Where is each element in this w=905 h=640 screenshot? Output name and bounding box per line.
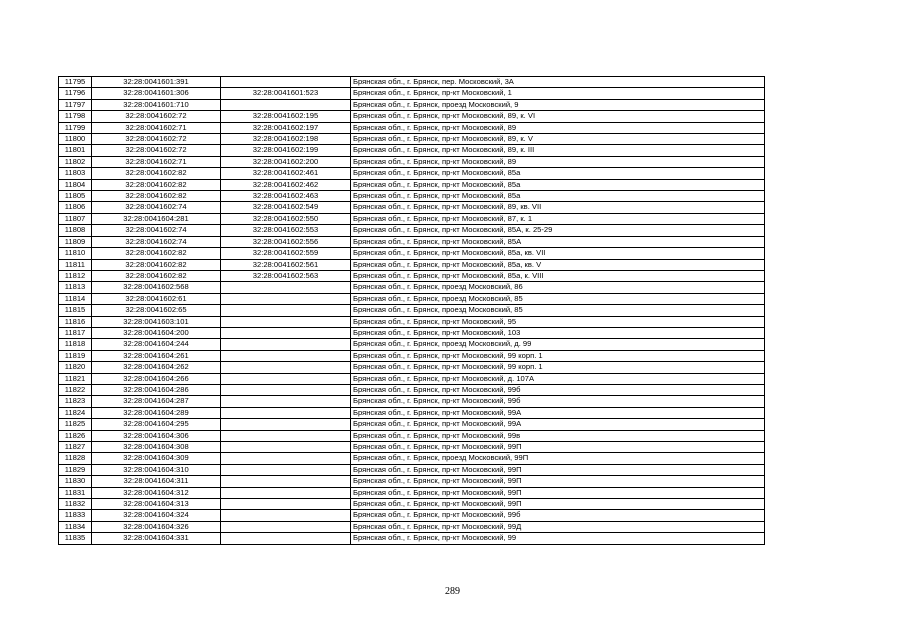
related-cadastral-number-cell <box>221 362 351 373</box>
related-cadastral-number-cell: 32:28:0041602:556 <box>221 236 351 247</box>
row-number-cell: 11811 <box>59 259 92 270</box>
row-number-cell: 11834 <box>59 521 92 532</box>
cadastral-number-cell: 32:28:0041602:568 <box>92 282 221 293</box>
table-row <box>59 419 765 430</box>
cadastral-number-cell: 32:28:0041604:309 <box>92 453 221 464</box>
table-row <box>59 464 765 475</box>
row-number-cell: 11835 <box>59 533 92 544</box>
row-number-cell: 11823 <box>59 396 92 407</box>
cadastral-number-cell: 32:28:0041604:310 <box>92 464 221 475</box>
row-number-cell: 11802 <box>59 156 92 167</box>
row-number-cell: 11804 <box>59 179 92 190</box>
row-number-cell: 11806 <box>59 202 92 213</box>
table-row <box>59 259 765 270</box>
table-row <box>59 407 765 418</box>
cadastral-number-cell: 32:28:0041604:326 <box>92 521 221 532</box>
row-number-cell: 11828 <box>59 453 92 464</box>
address-cell: Брянская обл., г. Брянск, пр-кт Московский, 89, кв. VII <box>351 202 765 213</box>
row-number-cell: 11809 <box>59 236 92 247</box>
cadastral-number-cell: 32:28:0041602:72 <box>92 111 221 122</box>
related-cadastral-number-cell: 32:28:0041602:200 <box>221 156 351 167</box>
table-row <box>59 156 765 167</box>
cadastral-number-cell: 32:28:0041602:82 <box>92 168 221 179</box>
address-cell: Брянская обл., г. Брянск, пр-кт Московский, 1 <box>351 88 765 99</box>
table-row <box>59 305 765 316</box>
row-number-cell: 11797 <box>59 99 92 110</box>
related-cadastral-number-cell <box>221 510 351 521</box>
cadastral-number-cell: 32:28:0041604:312 <box>92 487 221 498</box>
table-row <box>59 316 765 327</box>
related-cadastral-number-cell: 32:28:0041602:197 <box>221 122 351 133</box>
address-cell: Брянская обл., г. Брянск, пр-кт Московский, 99б <box>351 396 765 407</box>
address-cell: Брянская обл., г. Брянск, пр-кт Московский, 99Д <box>351 521 765 532</box>
row-number-cell: 11808 <box>59 225 92 236</box>
table-row <box>59 442 765 453</box>
cadastral-number-cell: 32:28:0041602:82 <box>92 270 221 281</box>
row-number-cell: 11816 <box>59 316 92 327</box>
table-row <box>59 476 765 487</box>
related-cadastral-number-cell <box>221 407 351 418</box>
cadastral-number-cell: 32:28:0041604:244 <box>92 339 221 350</box>
address-cell: Брянская обл., г. Брянск, пр-кт Московский, 99 корп. 1 <box>351 362 765 373</box>
table-row <box>59 430 765 441</box>
cadastral-number-cell: 32:28:0041604:262 <box>92 362 221 373</box>
row-number-cell: 11814 <box>59 293 92 304</box>
table-row <box>59 236 765 247</box>
address-cell: Брянская обл., г. Брянск, проезд Московский, 85 <box>351 293 765 304</box>
table-row <box>59 122 765 133</box>
address-cell: Брянская обл., г. Брянск, пр-кт Московский, 89 <box>351 122 765 133</box>
cadastral-number-cell: 32:28:0041602:74 <box>92 202 221 213</box>
row-number-cell: 11829 <box>59 464 92 475</box>
table-row <box>59 134 765 145</box>
row-number-cell: 11827 <box>59 442 92 453</box>
row-number-cell: 11818 <box>59 339 92 350</box>
table-row <box>59 77 765 88</box>
related-cadastral-number-cell <box>221 521 351 532</box>
cadastral-number-cell: 32:28:0041602:74 <box>92 225 221 236</box>
address-cell: Брянская обл., г. Брянск, пр-кт Московский, 99П <box>351 442 765 453</box>
related-cadastral-number-cell: 32:28:0041602:553 <box>221 225 351 236</box>
row-number-cell: 11825 <box>59 419 92 430</box>
related-cadastral-number-cell: 32:28:0041602:198 <box>221 134 351 145</box>
row-number-cell: 11824 <box>59 407 92 418</box>
related-cadastral-number-cell: 32:28:0041602:550 <box>221 213 351 224</box>
related-cadastral-number-cell <box>221 396 351 407</box>
table-row <box>59 396 765 407</box>
related-cadastral-number-cell <box>221 316 351 327</box>
table-row <box>59 327 765 338</box>
related-cadastral-number-cell <box>221 453 351 464</box>
address-cell: Брянская обл., г. Брянск, пр-кт Московский, 85а <box>351 191 765 202</box>
row-number-cell: 11832 <box>59 499 92 510</box>
table-row <box>59 270 765 281</box>
related-cadastral-number-cell <box>221 384 351 395</box>
table-row <box>59 510 765 521</box>
cadastral-number-cell: 32:28:0041601:710 <box>92 99 221 110</box>
related-cadastral-number-cell: 32:28:0041602:461 <box>221 168 351 179</box>
row-number-cell: 11807 <box>59 213 92 224</box>
row-number-cell: 11810 <box>59 248 92 259</box>
table-row <box>59 521 765 532</box>
related-cadastral-number-cell <box>221 487 351 498</box>
table-row <box>59 373 765 384</box>
address-cell: Брянская обл., г. Брянск, пр-кт Московский, 85а <box>351 168 765 179</box>
row-number-cell: 11795 <box>59 77 92 88</box>
address-cell: Брянская обл., г. Брянск, пр-кт Московский, 99П <box>351 499 765 510</box>
related-cadastral-number-cell <box>221 339 351 350</box>
table-row <box>59 88 765 99</box>
related-cadastral-number-cell <box>221 442 351 453</box>
row-number-cell: 11820 <box>59 362 92 373</box>
cadastral-number-cell: 32:28:0041604:261 <box>92 350 221 361</box>
address-cell: Брянская обл., г. Брянск, пр-кт Московский, 99б <box>351 510 765 521</box>
related-cadastral-number-cell: 32:28:0041602:563 <box>221 270 351 281</box>
related-cadastral-number-cell: 32:28:0041602:549 <box>221 202 351 213</box>
related-cadastral-number-cell <box>221 464 351 475</box>
row-number-cell: 11812 <box>59 270 92 281</box>
related-cadastral-number-cell: 32:28:0041602:199 <box>221 145 351 156</box>
row-number-cell: 11833 <box>59 510 92 521</box>
address-cell: Брянская обл., г. Брянск, пр-кт Московский, 85а, кв. VII <box>351 248 765 259</box>
address-cell: Брянская обл., г. Брянск, пр-кт Московский, 99в <box>351 430 765 441</box>
table-row <box>59 168 765 179</box>
registry-table <box>58 76 765 545</box>
cadastral-number-cell: 32:28:0041601:391 <box>92 77 221 88</box>
address-cell: Брянская обл., г. Брянск, пр-кт Московский, 89 <box>351 156 765 167</box>
address-cell: Брянская обл., г. Брянск, пр-кт Московский, 89, к. VI <box>351 111 765 122</box>
related-cadastral-number-cell <box>221 533 351 544</box>
table-row <box>59 213 765 224</box>
row-number-cell: 11826 <box>59 430 92 441</box>
cadastral-number-cell: 32:28:0041602:72 <box>92 145 221 156</box>
table-row <box>59 384 765 395</box>
page-number: 289 <box>445 586 460 597</box>
row-number-cell: 11803 <box>59 168 92 179</box>
table-row <box>59 282 765 293</box>
address-cell: Брянская обл., г. Брянск, пр-кт Московский, 99П <box>351 464 765 475</box>
table-row <box>59 453 765 464</box>
address-cell: Брянская обл., г. Брянск, проезд Московский, 85 <box>351 305 765 316</box>
related-cadastral-number-cell: 32:28:0041601:523 <box>221 88 351 99</box>
address-cell: Брянская обл., г. Брянск, пр-кт Московский, 99 корп. 1 <box>351 350 765 361</box>
related-cadastral-number-cell <box>221 99 351 110</box>
related-cadastral-number-cell: 32:28:0041602:559 <box>221 248 351 259</box>
address-cell: Брянская обл., г. Брянск, пр-кт Московский, д. 107А <box>351 373 765 384</box>
cadastral-number-cell: 32:28:0041602:71 <box>92 122 221 133</box>
cadastral-number-cell: 32:28:0041602:74 <box>92 236 221 247</box>
row-number-cell: 11822 <box>59 384 92 395</box>
table-row <box>59 533 765 544</box>
table-row <box>59 499 765 510</box>
related-cadastral-number-cell <box>221 476 351 487</box>
cadastral-number-cell: 32:28:0041604:311 <box>92 476 221 487</box>
address-cell: Брянская обл., г. Брянск, пр-кт Московский, 99б <box>351 384 765 395</box>
address-cell: Брянская обл., г. Брянск, пр-кт Московский, 85а, кв. V <box>351 259 765 270</box>
related-cadastral-number-cell <box>221 293 351 304</box>
table-row <box>59 248 765 259</box>
row-number-cell: 11819 <box>59 350 92 361</box>
address-cell: Брянская обл., г. Брянск, пр-кт Московский, 85А, к. 25-29 <box>351 225 765 236</box>
address-cell: Брянская обл., г. Брянск, пр-кт Московский, 103 <box>351 327 765 338</box>
address-cell: Брянская обл., г. Брянск, пр-кт Московский, 85а <box>351 179 765 190</box>
cadastral-number-cell: 32:28:0041602:61 <box>92 293 221 304</box>
table-row <box>59 191 765 202</box>
row-number-cell: 11796 <box>59 88 92 99</box>
row-number-cell: 11799 <box>59 122 92 133</box>
address-cell: Брянская обл., г. Брянск, проезд Московский, д. 99 <box>351 339 765 350</box>
cadastral-number-cell: 32:28:0041602:65 <box>92 305 221 316</box>
related-cadastral-number-cell <box>221 430 351 441</box>
cadastral-number-cell: 32:28:0041604:313 <box>92 499 221 510</box>
address-cell: Брянская обл., г. Брянск, пр-кт Московский, 99П <box>351 476 765 487</box>
address-cell: Брянская обл., г. Брянск, проезд Московский, 86 <box>351 282 765 293</box>
cadastral-number-cell: 32:28:0041602:82 <box>92 248 221 259</box>
related-cadastral-number-cell <box>221 282 351 293</box>
related-cadastral-number-cell <box>221 305 351 316</box>
cadastral-number-cell: 32:28:0041604:306 <box>92 430 221 441</box>
address-cell: Брянская обл., г. Брянск, пр-кт Московский, 85а, к. VIII <box>351 270 765 281</box>
address-cell: Брянская обл., г. Брянск, пр-кт Московский, 85А <box>351 236 765 247</box>
cadastral-number-cell: 32:28:0041604:324 <box>92 510 221 521</box>
row-number-cell: 11817 <box>59 327 92 338</box>
registry-table-body <box>59 77 765 545</box>
cadastral-number-cell: 32:28:0041604:295 <box>92 419 221 430</box>
related-cadastral-number-cell: 32:28:0041602:463 <box>221 191 351 202</box>
row-number-cell: 11815 <box>59 305 92 316</box>
table-row <box>59 145 765 156</box>
related-cadastral-number-cell <box>221 350 351 361</box>
cadastral-number-cell: 32:28:0041602:71 <box>92 156 221 167</box>
cadastral-number-cell: 32:28:0041604:331 <box>92 533 221 544</box>
address-cell: Брянская обл., г. Брянск, пр-кт Московский, 99 <box>351 533 765 544</box>
table-row <box>59 225 765 236</box>
row-number-cell: 11805 <box>59 191 92 202</box>
row-number-cell: 11821 <box>59 373 92 384</box>
table-row <box>59 350 765 361</box>
row-number-cell: 11801 <box>59 145 92 156</box>
related-cadastral-number-cell <box>221 373 351 384</box>
related-cadastral-number-cell <box>221 327 351 338</box>
cadastral-number-cell: 32:28:0041601:306 <box>92 88 221 99</box>
cadastral-number-cell: 32:28:0041602:72 <box>92 134 221 145</box>
table-row <box>59 293 765 304</box>
related-cadastral-number-cell: 32:28:0041602:462 <box>221 179 351 190</box>
address-cell: Брянская обл., г. Брянск, пр-кт Московский, 89, к. V <box>351 134 765 145</box>
address-cell: Брянская обл., г. Брянск, пр-кт Московский, 87, к. 1 <box>351 213 765 224</box>
cadastral-number-cell: 32:28:0041602:82 <box>92 191 221 202</box>
cadastral-number-cell: 32:28:0041602:82 <box>92 179 221 190</box>
address-cell: Брянская обл., г. Брянск, пр-кт Московский, 99А <box>351 419 765 430</box>
cadastral-number-cell: 32:28:0041602:82 <box>92 259 221 270</box>
address-cell: Брянская обл., г. Брянск, пр-кт Московский, 99П <box>351 487 765 498</box>
address-cell: Брянская обл., г. Брянск, проезд Московский, 9 <box>351 99 765 110</box>
table-row <box>59 339 765 350</box>
address-cell: Брянская обл., г. Брянск, пер. Московский, 3А <box>351 77 765 88</box>
cadastral-number-cell: 32:28:0041604:200 <box>92 327 221 338</box>
cadastral-number-cell: 32:28:0041604:266 <box>92 373 221 384</box>
address-cell: Брянская обл., г. Брянск, пр-кт Московский, 99А <box>351 407 765 418</box>
table-row <box>59 179 765 190</box>
cadastral-number-cell: 32:28:0041604:287 <box>92 396 221 407</box>
cadastral-number-cell: 32:28:0041603:101 <box>92 316 221 327</box>
row-number-cell: 11798 <box>59 111 92 122</box>
address-cell: Брянская обл., г. Брянск, пр-кт Московский, 95 <box>351 316 765 327</box>
related-cadastral-number-cell <box>221 419 351 430</box>
cadastral-number-cell: 32:28:0041604:286 <box>92 384 221 395</box>
address-cell: Брянская обл., г. Брянск, пр-кт Московский, 89, к. III <box>351 145 765 156</box>
table-row <box>59 362 765 373</box>
row-number-cell: 11800 <box>59 134 92 145</box>
related-cadastral-number-cell: 32:28:0041602:195 <box>221 111 351 122</box>
table-row <box>59 99 765 110</box>
row-number-cell: 11830 <box>59 476 92 487</box>
row-number-cell: 11813 <box>59 282 92 293</box>
table-row <box>59 487 765 498</box>
cadastral-number-cell: 32:28:0041604:289 <box>92 407 221 418</box>
related-cadastral-number-cell: 32:28:0041602:561 <box>221 259 351 270</box>
table-row <box>59 111 765 122</box>
table-row <box>59 202 765 213</box>
row-number-cell: 11831 <box>59 487 92 498</box>
related-cadastral-number-cell <box>221 77 351 88</box>
address-cell: Брянская обл., г. Брянск, проезд Московский, 99П <box>351 453 765 464</box>
cadastral-number-cell: 32:28:0041604:308 <box>92 442 221 453</box>
cadastral-number-cell: 32:28:0041604:281 <box>92 213 221 224</box>
related-cadastral-number-cell <box>221 499 351 510</box>
